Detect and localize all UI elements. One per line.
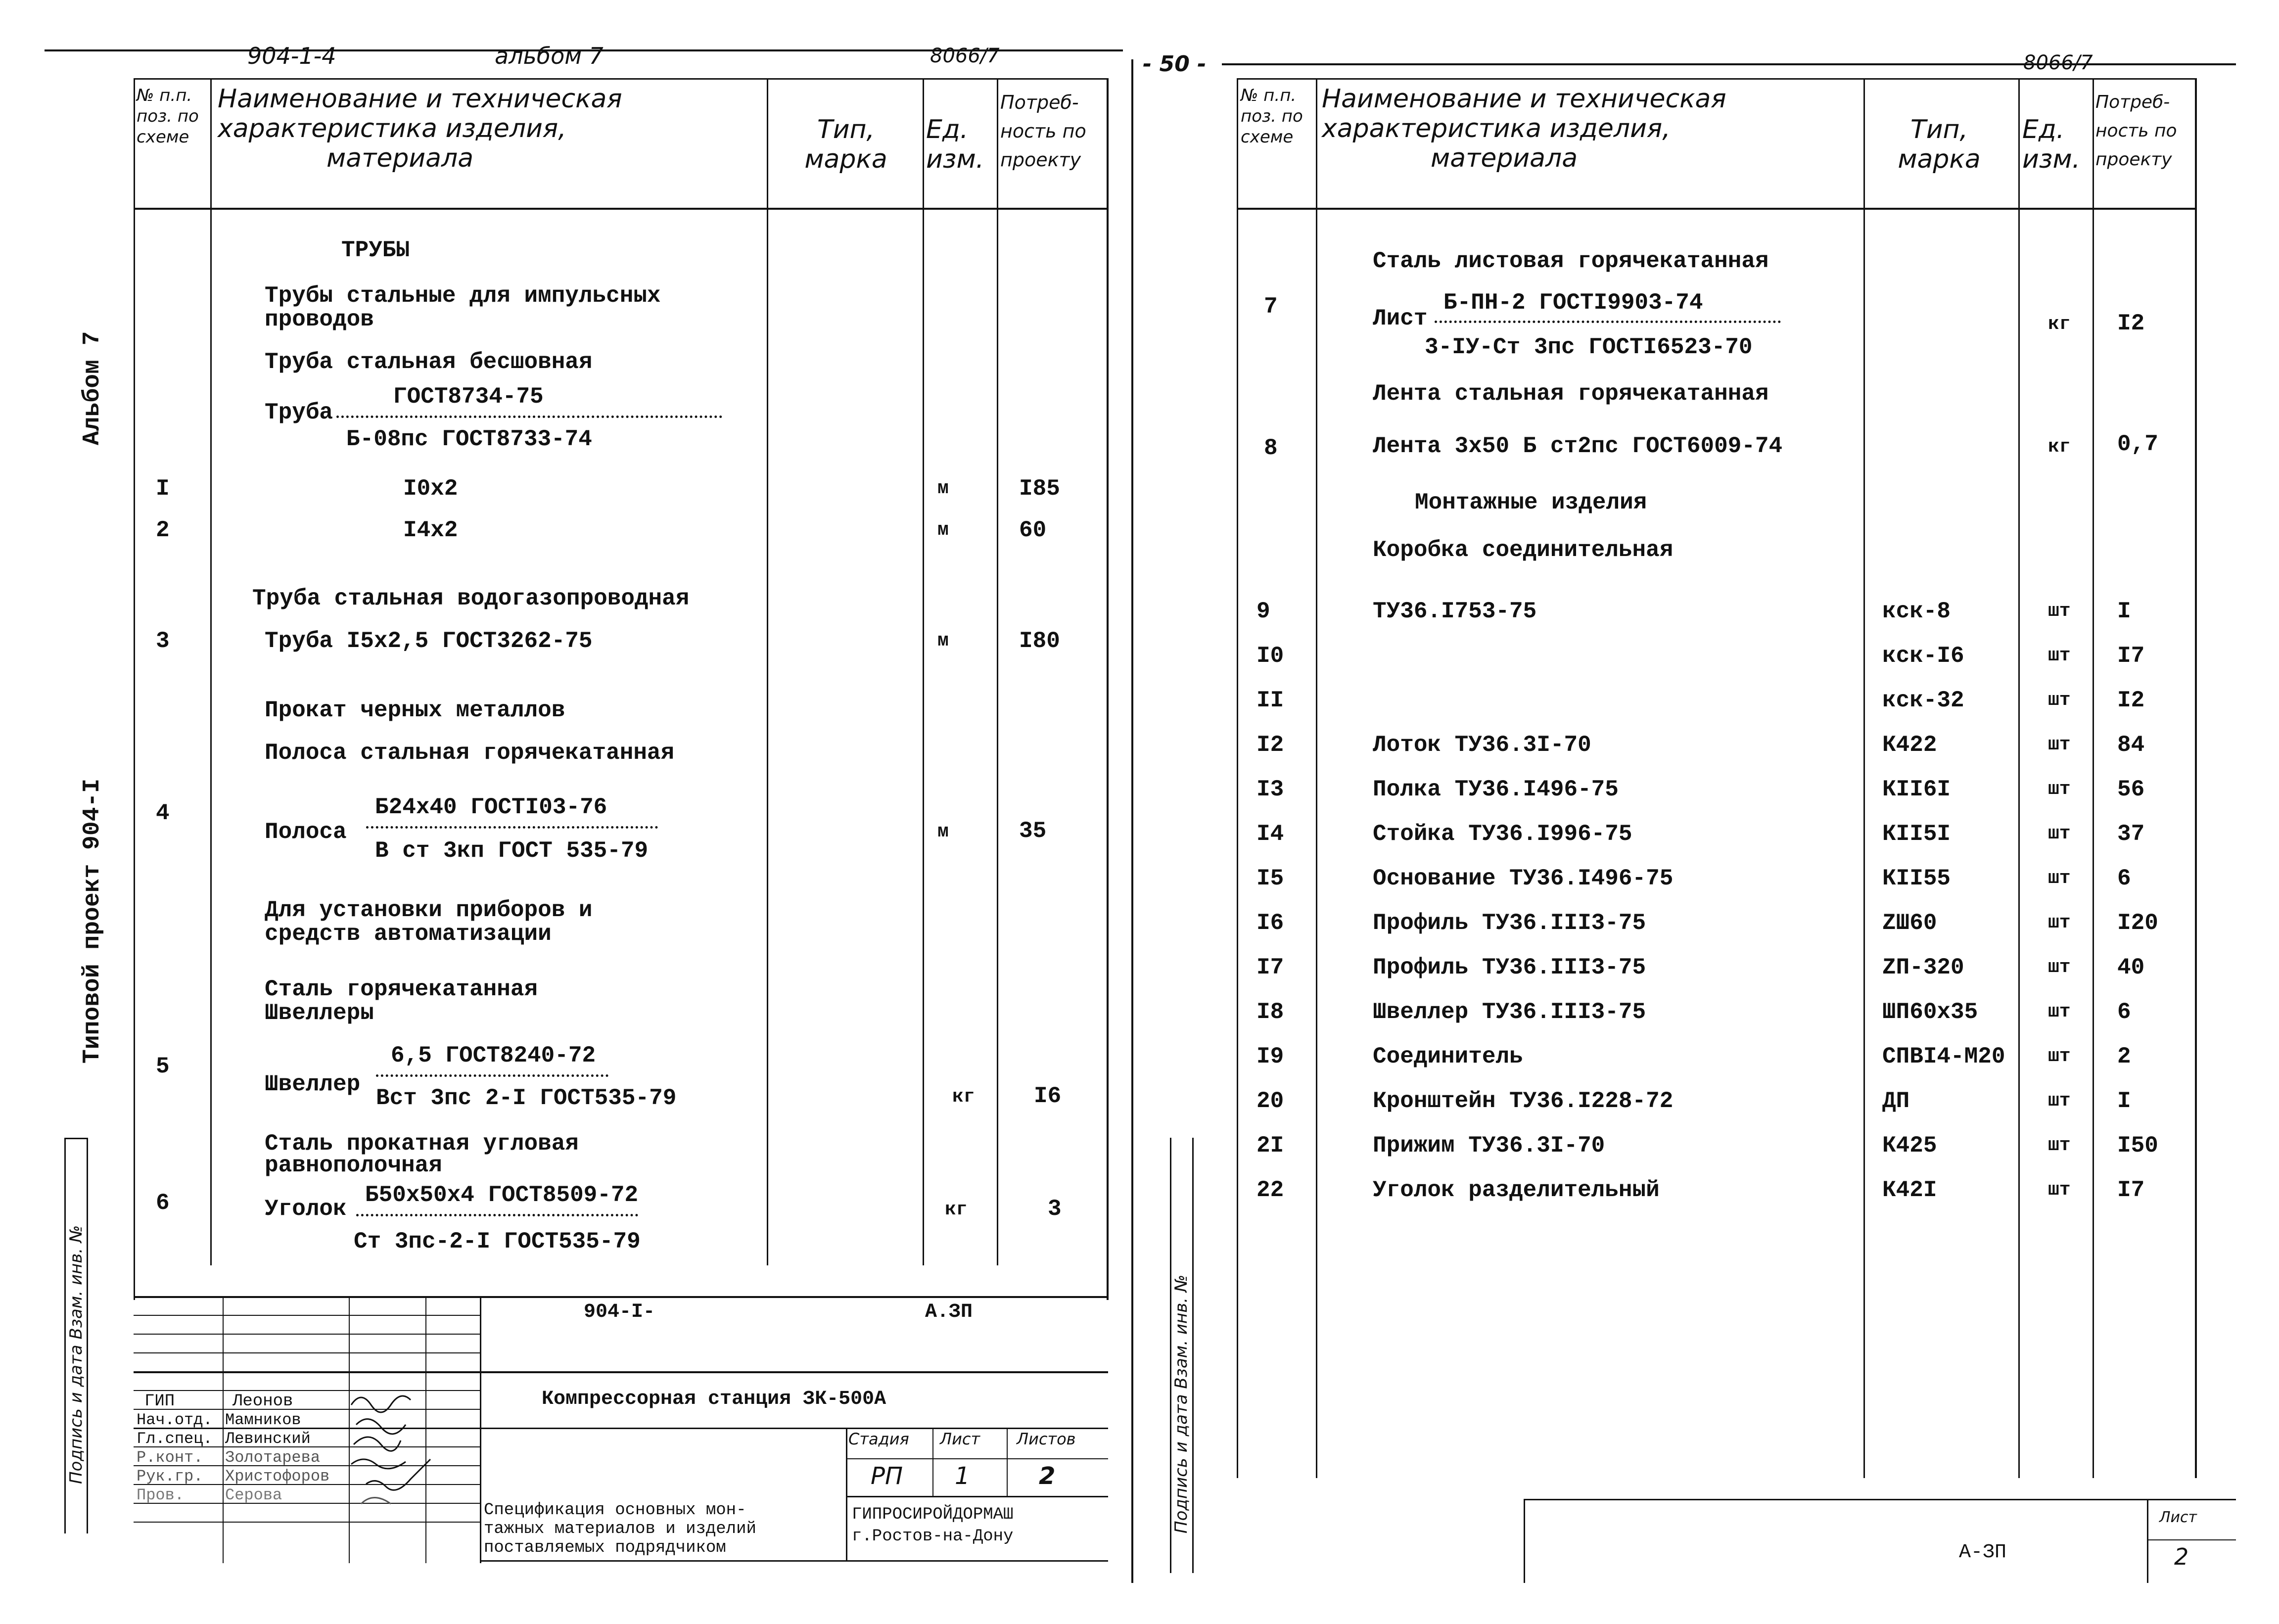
- sheet-number-left: 8066/7: [930, 45, 1000, 67]
- row-qty: I7: [2117, 643, 2145, 669]
- fraction-line: [356, 1207, 638, 1216]
- row-7-standard: Б-ПН-2 ГОСТI9903-74: [1443, 290, 1703, 316]
- fraction-line: [336, 409, 722, 418]
- row-4-standard: Б24х40 ГОСТI03-76: [375, 794, 607, 820]
- stamp-sheets-header: Листов: [1017, 1430, 1076, 1448]
- stamp-code: 904-I-: [584, 1301, 655, 1323]
- row-4-pos: 4: [156, 800, 170, 826]
- row-3-name: Труба I5х2,5 ГОСТ3262-75: [265, 628, 593, 654]
- row-2-pos: 2: [156, 517, 170, 543]
- side-project-label: Типовой проект 904-I: [79, 778, 106, 1064]
- row-7-pos: 7: [1264, 294, 1278, 320]
- row-unit: шт: [2048, 912, 2071, 933]
- right-stamp-code: А-ЗП: [1959, 1541, 2007, 1564]
- row-qty: 56: [2117, 777, 2145, 802]
- row-name: Прижим ТУ36.3I-70: [1373, 1133, 1605, 1159]
- section-angle: Сталь прокатная угловая равнополочная: [265, 1131, 579, 1178]
- row-5-standard: 6,5 ГОСТ8240-72: [391, 1043, 596, 1068]
- row-pos: 2I: [1256, 1133, 1284, 1159]
- header-type: Тип, марка: [804, 115, 887, 174]
- stamp-stage-header: Стадия: [848, 1430, 909, 1448]
- side-album-label: Альбом 7: [79, 331, 106, 445]
- row-qty: I20: [2117, 910, 2158, 936]
- row-qty: I50: [2117, 1133, 2158, 1159]
- stamp-sheet-header: Лист: [940, 1430, 980, 1448]
- row-unit: шт: [2048, 1046, 2071, 1067]
- section-rolled: Прокат черных металлов: [265, 697, 565, 723]
- section-water-pipe: Труба стальная водогазопроводная: [252, 586, 690, 611]
- row-qty: I7: [2117, 1177, 2145, 1203]
- header-qty-right: Потреб- ность по проекту: [2095, 92, 2177, 170]
- stamp-name-4: Золотарева: [225, 1448, 321, 1467]
- row-name: Лоток ТУ36.3I-70: [1373, 732, 1591, 758]
- stamp-stage: РП: [871, 1462, 903, 1490]
- row-8-name: Лента 3х50 Б ст2пс ГОСТ6009-74: [1373, 433, 1783, 459]
- row-qty: 6: [2117, 999, 2131, 1025]
- row-7-label: Лист: [1373, 306, 1428, 331]
- row-unit: шт: [2048, 779, 2071, 800]
- stamp-role-1: ГИП: [144, 1392, 175, 1411]
- row-name: Основание ТУ36.I496-75: [1373, 866, 1674, 891]
- stamp-description: Спецификация основных мон- тажных материалов и изделий поставляемых подрядчиком: [484, 1501, 756, 1557]
- side-inventory-right: Подпись и дата Взам. инв. №: [1171, 1274, 1191, 1533]
- row-8-pos: 8: [1264, 435, 1278, 461]
- doc-code: 904-1-4: [247, 43, 336, 69]
- pipe-label: Труба: [265, 400, 333, 425]
- row-qty: 37: [2117, 821, 2145, 847]
- row-unit: шт: [2048, 645, 2071, 666]
- section-impulse: Трубы стальные для импульсных проводов: [265, 283, 661, 332]
- row-name: Профиль ТУ36.III3-75: [1373, 910, 1646, 936]
- row-type: ZП-320: [1882, 955, 1964, 980]
- header-name: Наименование и техническая характеристика изделия, материала: [218, 84, 622, 173]
- row-pos: I3: [1256, 777, 1284, 802]
- row-type: кск-8: [1882, 599, 1951, 624]
- row-unit: шт: [2048, 1179, 2071, 1201]
- row-qty: I: [2117, 1088, 2131, 1114]
- stamp-role-3: Гл.спец.: [137, 1430, 213, 1448]
- row-7-unit: кг: [2048, 314, 2071, 335]
- row-type: кск-32: [1882, 688, 1964, 713]
- section-mounting: Монтажные изделия: [1415, 490, 1647, 515]
- row-5-unit: кг: [952, 1086, 975, 1108]
- stamp-role-2: Нач.отд.: [137, 1411, 213, 1429]
- header-qty: Потреб- ность по проекту: [1000, 92, 1086, 171]
- stamp-organization: ГИПРОСИРОЙДОРМАШ г.Ростов-на-Дону: [852, 1505, 1014, 1546]
- row-6-qty: 3: [1048, 1196, 1062, 1222]
- row-1-pos: I: [156, 476, 170, 502]
- section-junction-box: Коробка соединительная: [1373, 537, 1674, 563]
- stamp-album: А.ЗП: [925, 1301, 973, 1323]
- row-pos: I7: [1256, 955, 1284, 980]
- fraction-line: [1435, 314, 1781, 323]
- row-qty: 84: [2117, 732, 2145, 758]
- row-pos: I8: [1256, 999, 1284, 1025]
- row-name: ТУ36.I753-75: [1373, 599, 1537, 624]
- row-1-unit: м: [937, 478, 949, 499]
- page-number: - 50 -: [1143, 51, 1207, 77]
- row-6-unit: кг: [945, 1199, 968, 1220]
- row-7-qty: I2: [2117, 311, 2145, 336]
- fraction-line: [366, 819, 658, 829]
- row-5-steel: Вст 3пс 2-I ГОСТ535-79: [376, 1085, 677, 1111]
- row-type: ШП60х35: [1882, 999, 1978, 1025]
- section-pipes: ТРУБЫ: [341, 237, 410, 263]
- stamp-name-6: Серова: [225, 1486, 282, 1504]
- album-label: альбом 7: [495, 43, 604, 69]
- side-inventory-left: Подпись и дата Взам. инв. №: [66, 1225, 86, 1484]
- header-pos: № п.п. поз. по схеме: [137, 86, 199, 147]
- section-seamless: Труба стальная бесшовная: [265, 349, 593, 375]
- row-type: К422: [1882, 732, 1937, 758]
- row-pos: I0: [1256, 643, 1284, 669]
- row-pos: I4: [1256, 821, 1284, 847]
- row-7-steel: 3-IУ-Ст 3пс ГОСТI6523-70: [1425, 334, 1753, 360]
- row-qty: 40: [2117, 955, 2145, 980]
- row-unit: шт: [2048, 601, 2071, 622]
- row-unit: шт: [2048, 734, 2071, 755]
- row-6-pos: 6: [156, 1190, 170, 1216]
- row-unit: шт: [2048, 823, 2071, 844]
- stamp-role-4: Р.конт.: [137, 1448, 203, 1467]
- row-type: КII55: [1882, 866, 1951, 891]
- row-unit: шт: [2048, 1090, 2071, 1112]
- signatures: [346, 1385, 485, 1514]
- row-unit: шт: [2048, 690, 2071, 711]
- row-type: кск-I6: [1882, 643, 1964, 669]
- stamp-name-1: Леонов: [233, 1392, 293, 1411]
- row-unit: шт: [2048, 1001, 2071, 1022]
- row-pos: I5: [1256, 866, 1284, 891]
- row-type: ДП: [1882, 1088, 1910, 1114]
- header-name-right: Наименование и техническая характеристика изделия, материала: [1322, 84, 1726, 173]
- row-1-name: I0х2: [403, 476, 458, 502]
- pipe-standard: ГОСТ8734-75: [393, 384, 544, 410]
- row-5-label: Швеллер: [265, 1071, 361, 1097]
- right-stamp-sheet: 2: [2174, 1543, 2189, 1570]
- row-qty: 2: [2117, 1044, 2131, 1069]
- section-tape: Лента стальная горячекатанная: [1373, 381, 1769, 407]
- section-hot-steel: Сталь горячекатанная Швеллеры: [265, 976, 538, 1026]
- row-type: КII5I: [1882, 821, 1951, 847]
- row-pos: I9: [1256, 1044, 1284, 1069]
- section-sheet-steel: Сталь листовая горячекатанная: [1373, 248, 1769, 274]
- row-pos: II: [1256, 688, 1284, 713]
- row-8-unit: кг: [2048, 436, 2071, 458]
- row-unit: шт: [2048, 868, 2071, 889]
- row-qty: I2: [2117, 688, 2145, 713]
- row-6-label: Уголок: [265, 1196, 347, 1222]
- row-name: Полка ТУ36.I496-75: [1373, 777, 1619, 802]
- stamp-name-2: Мамников: [225, 1411, 301, 1429]
- row-4-unit: м: [937, 821, 949, 842]
- row-type: КII6I: [1882, 777, 1951, 802]
- stamp-sheet: 1: [955, 1462, 970, 1490]
- row-type: К42I: [1882, 1177, 1937, 1203]
- row-name: Швеллер ТУ36.III3-75: [1373, 999, 1646, 1025]
- row-pos: I2: [1256, 732, 1284, 758]
- row-name: Профиль ТУ36.III3-75: [1373, 955, 1646, 980]
- row-3-qty: I80: [1019, 628, 1060, 654]
- row-type: К425: [1882, 1133, 1937, 1159]
- stamp-title: Компрессорная станция ЗК-500А: [542, 1388, 886, 1410]
- header-pos-right: № п.п. поз. по схеме: [1241, 86, 1303, 147]
- row-1-qty: I85: [1019, 476, 1060, 502]
- stamp-role-6: Пров.: [137, 1486, 185, 1504]
- row-4-steel: В ст 3кп ГОСТ 535-79: [375, 838, 649, 864]
- header-type-right: Тип, марка: [1898, 115, 1981, 174]
- row-5-pos: 5: [156, 1054, 170, 1079]
- row-type: ZШ60: [1882, 910, 1937, 936]
- section-install: Для установки приборов и средств автоматизации: [265, 897, 593, 947]
- right-stamp-sheet-header: Лист: [2159, 1509, 2197, 1526]
- row-3-unit: м: [937, 630, 949, 651]
- row-name: Стойка ТУ36.I996-75: [1373, 821, 1632, 847]
- row-unit: шт: [2048, 957, 2071, 978]
- row-2-unit: м: [937, 519, 949, 541]
- row-name: Соединитель: [1373, 1044, 1523, 1069]
- header-unit-right: Ед. изм.: [2022, 115, 2081, 174]
- row-pos: 9: [1256, 599, 1270, 624]
- row-6-standard: Б50х50х4 ГОСТ8509-72: [365, 1182, 639, 1208]
- row-8-qty: 0,7: [2117, 431, 2158, 457]
- row-4-qty: 35: [1019, 818, 1047, 844]
- row-type: СПВI4-М20: [1882, 1044, 2005, 1069]
- row-qty: I: [2117, 599, 2131, 624]
- fraction-line: [376, 1067, 608, 1077]
- row-qty: 6: [2117, 866, 2131, 891]
- row-pos: I6: [1256, 910, 1284, 936]
- row-2-name: I4х2: [403, 517, 458, 543]
- row-3-pos: 3: [156, 628, 170, 654]
- row-4-label: Полоса: [265, 819, 347, 845]
- row-2-qty: 60: [1019, 517, 1047, 543]
- stamp-name-3: Левинский: [225, 1430, 311, 1448]
- row-pos: 20: [1256, 1088, 1284, 1114]
- row-pos: 22: [1256, 1177, 1284, 1203]
- row-6-steel: Ст 3пс-2-I ГОСТ535-79: [354, 1229, 641, 1254]
- sheet-number-right: 8066/7: [2023, 51, 2093, 74]
- row-name: Уголок разделительный: [1373, 1177, 1660, 1203]
- row-5-qty: I6: [1034, 1083, 1062, 1109]
- row-unit: шт: [2048, 1135, 2071, 1156]
- stamp-name-5: Христофоров: [225, 1467, 330, 1485]
- header-unit: Ед. изм.: [926, 115, 984, 174]
- stamp-role-5: Рук.гр.: [137, 1467, 203, 1485]
- stamp-sheets: 2: [1039, 1462, 1056, 1490]
- row-name: Кронштейн ТУ36.I228-72: [1373, 1088, 1674, 1114]
- pipe-steel: Б-08пс ГОСТ8733-74: [346, 426, 592, 452]
- section-strip-hot: Полоса стальная горячекатанная: [265, 740, 675, 766]
